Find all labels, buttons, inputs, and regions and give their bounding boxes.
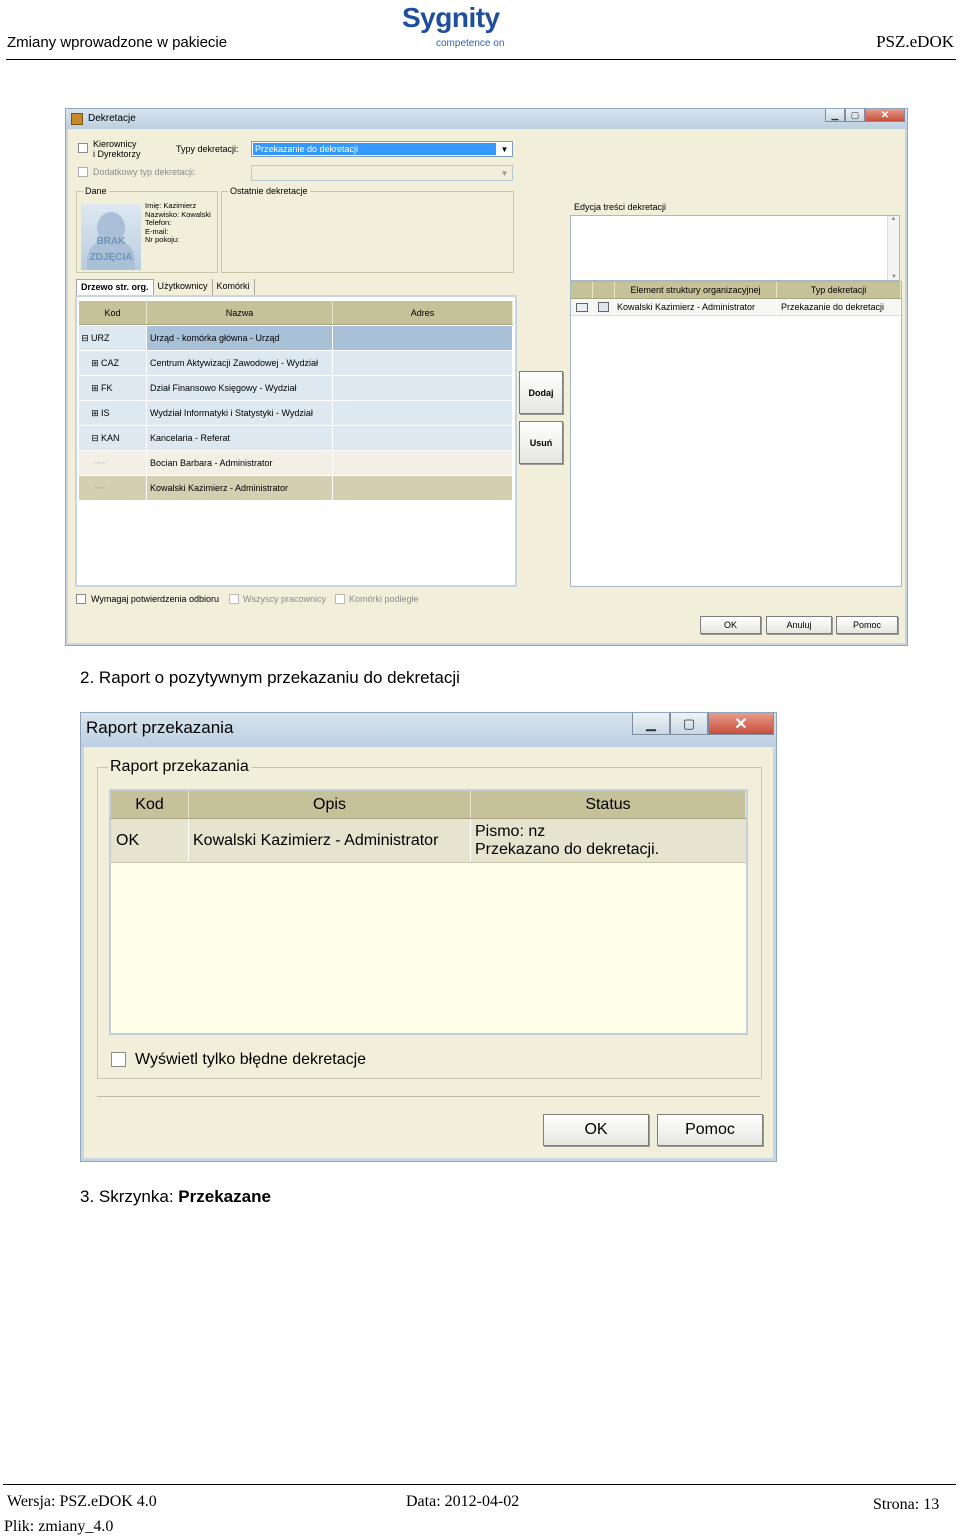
window-controls	[632, 713, 774, 735]
ok-button[interactable]: OK	[700, 616, 761, 634]
col-element[interactable]: Element struktury organizacyjnej	[615, 282, 777, 298]
logo-tagline: competence on	[436, 38, 505, 49]
assignment-grid	[570, 281, 902, 587]
row-nazwa: Wydział Informatyki i Statystyki - Wydział	[147, 401, 333, 425]
logo-word: Sygnity	[402, 2, 500, 33]
dodatkowy-checkbox[interactable]	[78, 167, 88, 177]
col-typ[interactable]: Typ dekretacji	[777, 282, 901, 298]
document-icon[interactable]	[571, 299, 593, 315]
kierownicy-line1: Kierownicy	[93, 139, 137, 149]
podlegle-checkbox[interactable]	[335, 594, 345, 604]
person-nr-pokoju: Nr pokoju:	[145, 235, 180, 244]
podlegle-label: Komórki podległe	[349, 594, 419, 604]
typy-selected: Przekazanie do dekretacji	[253, 143, 496, 155]
row-kod: OK	[111, 819, 189, 862]
sygnity-logo	[402, 2, 522, 52]
person-email: E-mail:	[145, 226, 169, 236]
row-typ: Przekazanie do dekretacji	[777, 299, 901, 315]
table-row[interactable]	[111, 819, 746, 863]
row-kod: URZ	[91, 333, 110, 343]
col-icon	[571, 282, 593, 298]
scrollbar[interactable]: ▲ ▼	[887, 216, 899, 280]
raport-title: Raport przekazania	[86, 718, 234, 737]
person-details	[145, 202, 211, 245]
separator	[97, 1096, 760, 1097]
dekretacje-window	[65, 108, 908, 646]
assignment-grid-header	[571, 282, 901, 299]
col-icon-2	[593, 282, 615, 298]
row-nazwa: Kowalski Kazimierz - Administrator	[147, 476, 333, 500]
row-opis: Kowalski Kazimierz - Administrator	[189, 819, 471, 862]
row-nazwa: Bocian Barbara - Administrator	[147, 451, 333, 475]
raport-grid	[109, 789, 748, 1035]
table-row[interactable]	[79, 451, 513, 476]
expander-icon[interactable]: ⊟	[91, 432, 99, 443]
caption-2-number: 2.	[80, 668, 95, 687]
row-nazwa: Urząd - komórka główna - Urząd	[147, 326, 333, 350]
row-nazwa: Kancelaria - Referat	[147, 426, 333, 450]
raport-titlebar	[81, 713, 776, 747]
chevron-down-icon[interactable]: ▼	[500, 168, 509, 178]
tree-connector: ┈┈	[79, 476, 147, 500]
avatar	[81, 204, 141, 270]
person-telefon: Telefon:	[145, 218, 172, 227]
caption-3-text: Skrzynka:	[98, 1187, 174, 1206]
col-kod[interactable]: Kod	[79, 301, 147, 324]
footer-data: Data: 2012-04-02	[406, 1493, 520, 1510]
raport-group	[97, 758, 762, 1079]
minimize-icon[interactable]: ▁	[632, 713, 670, 735]
pomoc-button[interactable]: Pomoc	[836, 616, 898, 634]
pomoc-button[interactable]: Pomoc	[657, 1114, 763, 1146]
ostatnie-label: Ostatnie dekretacje	[230, 186, 308, 196]
footer-plik: Plik: zmiany_4.0	[4, 1518, 114, 1535]
row-nazwa: Centrum Aktywizacji Zawodowej - Wydział	[147, 351, 333, 375]
dane-label: Dane	[85, 186, 107, 196]
tab-drzewo[interactable]: Drzewo str. org.	[76, 279, 154, 295]
photo-placeholder	[81, 234, 141, 266]
org-tree-grid	[75, 295, 517, 587]
page-header-title: Zmiany wprowadzone w pakiecie	[7, 34, 228, 51]
kierownicy-line2: i Dyrektorzy	[93, 149, 141, 159]
row-kod: FK	[101, 383, 113, 393]
typy-dropdown[interactable]	[251, 141, 513, 157]
edycja-textarea[interactable]	[570, 215, 900, 281]
chevron-down-icon[interactable]: ▼	[500, 144, 509, 154]
table-row[interactable]	[79, 476, 513, 501]
row-adres	[333, 326, 513, 350]
col-kod[interactable]: Kod	[111, 791, 189, 818]
table-row[interactable]	[571, 299, 901, 316]
dodatkowy-label: Dodatkowy typ dekretacji:	[93, 167, 196, 177]
close-icon[interactable]: ✕	[865, 109, 905, 122]
table-row[interactable]	[79, 376, 513, 401]
wszyscy-checkbox[interactable]	[229, 594, 239, 604]
dekretacje-titlebar	[66, 109, 907, 129]
footer-strona: Strona: 13	[873, 1496, 940, 1513]
row-kod: KAN	[101, 433, 120, 443]
app-icon	[71, 113, 83, 125]
person-nazwisko: Nazwisko: Kowalski	[145, 209, 211, 219]
minimize-icon[interactable]: ▁	[825, 109, 845, 122]
caption-3-bold: Przekazane	[178, 1187, 271, 1206]
row-kod: CAZ	[101, 358, 119, 368]
dane-group	[76, 186, 218, 273]
row-adres	[333, 476, 513, 500]
footer-wersja: Wersja: PSZ.eDOK 4.0	[7, 1493, 157, 1510]
ok-button[interactable]: OK	[543, 1114, 649, 1146]
tree-connector: ┈┈	[79, 451, 147, 475]
ostatnie-group	[221, 186, 514, 273]
row-adres	[333, 451, 513, 475]
dekretacje-title: Dekretacje	[88, 113, 136, 124]
footer-divider	[3, 1484, 956, 1485]
dekretacje-content	[68, 129, 905, 643]
caption-2	[80, 668, 460, 688]
tab-uzytkownicy[interactable]: Użytkownicy	[154, 279, 213, 295]
raport-grid-header	[111, 791, 746, 819]
raport-content	[84, 747, 773, 1158]
close-icon[interactable]: ✕	[708, 713, 774, 735]
photo-line2: ZDJĘCIA	[89, 252, 133, 263]
caption-2-text: Raport o pozytywnym przekazaniu do dekretacji	[98, 668, 460, 687]
edit-icon[interactable]	[593, 299, 615, 315]
dodaj-button[interactable]: Dodaj	[519, 371, 563, 414]
table-row[interactable]	[79, 351, 513, 376]
header-divider	[6, 59, 956, 60]
table-row[interactable]	[79, 426, 513, 451]
row-nazwa: Dział Finansowo Księgowy - Wydział	[147, 376, 333, 400]
potwierdzenie-label: Wymagaj potwierdzenia odbioru	[91, 594, 219, 604]
bledne-label: Wyświetl tylko błędne dekretacje	[135, 1051, 367, 1068]
page-header-product: PSZ.eDOK	[876, 32, 954, 51]
raport-window	[80, 712, 777, 1162]
person-imie: Imię: Kazimierz	[145, 201, 197, 210]
col-nazwa[interactable]: Nazwa	[147, 301, 333, 324]
expander-icon[interactable]: ⊞	[91, 357, 99, 368]
expander-icon[interactable]: ⊞	[91, 382, 99, 393]
dodatkowy-dropdown[interactable]	[251, 165, 513, 181]
org-tabs	[76, 279, 255, 295]
col-status[interactable]: Status	[471, 791, 746, 818]
table-row[interactable]	[79, 326, 513, 351]
usun-button[interactable]: Usuń	[519, 421, 563, 464]
col-opis[interactable]: Opis	[189, 791, 471, 818]
row-adres	[333, 376, 513, 400]
anuluj-button[interactable]: Anuluj	[766, 616, 832, 634]
photo-line1: BRAK	[96, 236, 126, 247]
potwierdzenie-checkbox[interactable]	[76, 594, 86, 604]
row-adres	[333, 426, 513, 450]
caption-3	[80, 1187, 271, 1207]
wszyscy-label: Wszyscy pracownicy	[243, 594, 327, 604]
edycja-label: Edycja treści dekretacji	[574, 202, 667, 212]
raport-group-label: Raport przekazania	[110, 758, 249, 775]
org-grid-header	[79, 301, 513, 325]
row-status-line2: Przekazano do dekretacji.	[475, 841, 660, 858]
col-adres[interactable]: Adres	[333, 301, 513, 324]
row-adres	[333, 401, 513, 425]
tab-komorki[interactable]: Komórki	[213, 279, 255, 295]
expander-icon[interactable]: ⊟	[81, 332, 89, 343]
typy-label: Typy dekretacji:	[176, 144, 239, 154]
table-row[interactable]	[79, 401, 513, 426]
row-element: Kowalski Kazimierz - Administrator	[615, 299, 777, 315]
maximize-icon[interactable]: ▢	[845, 109, 865, 122]
caption-3-number: 3.	[80, 1187, 95, 1206]
maximize-icon[interactable]: ▢	[670, 713, 708, 735]
row-kod: IS	[101, 408, 110, 418]
kierownicy-checkbox[interactable]	[78, 143, 88, 153]
row-status	[471, 819, 746, 862]
expander-icon[interactable]: ⊞	[91, 407, 99, 418]
window-controls	[825, 109, 905, 122]
row-status-line1: Pismo: nz	[475, 823, 546, 840]
row-adres	[333, 351, 513, 375]
kierownicy-label	[93, 139, 141, 159]
bledne-checkbox[interactable]	[111, 1052, 126, 1067]
